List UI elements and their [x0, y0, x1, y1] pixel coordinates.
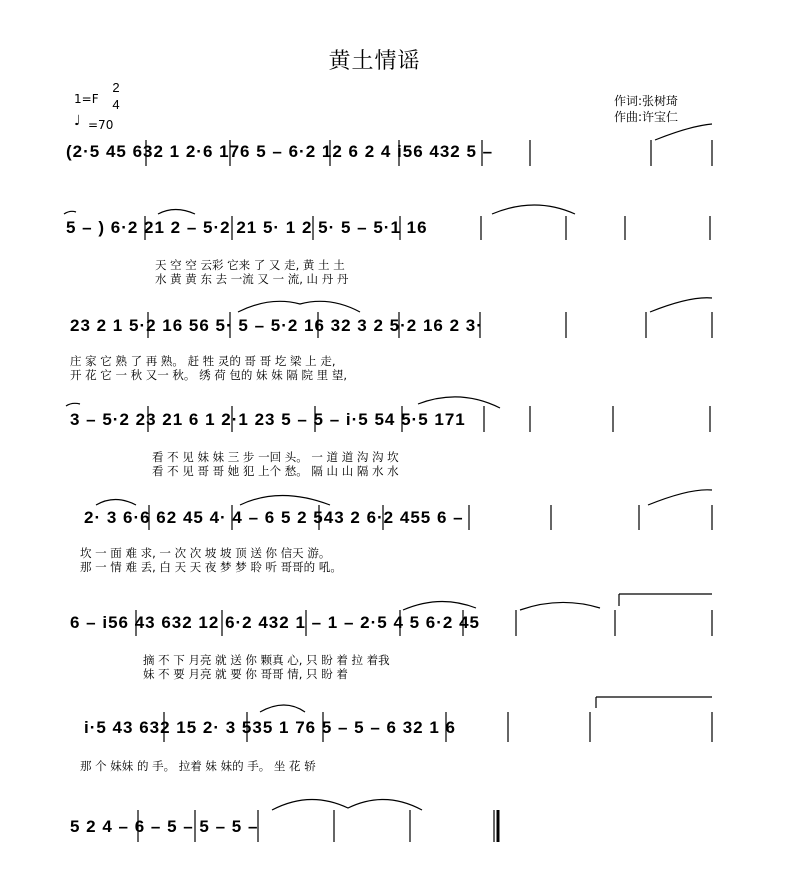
notation-line-1: (2·5 45 632 1 2·6 176 5 – 6·2 12 6 2 4 i56 432 5 –	[66, 142, 494, 161]
notation-line-8: 5 2 4 – 6 – 5 – 5 – 5 –	[70, 817, 259, 836]
notation-line-2: 5 – ) 6·2 21 2 – 5·2 21 5· 1 2 5· 5 – 5·1 16	[66, 218, 428, 237]
lyrics-line-2a: 天 空 空 云彩 它来 了 又 走, 黄 土 土	[155, 258, 345, 272]
composer-credit: 作曲:许宝仁	[614, 110, 679, 124]
notation-line-5: 2· 3 6·6 62 45 4· 4 – 6 5 2 543 2 6·2 455 6 –	[84, 508, 464, 527]
lyrics-line-4a: 看 不 见 妹 妹 三 步 一回 头。 一 道 道 沟 沟 坎	[152, 450, 399, 464]
lyrics-line-2b: 水 黄 黄 东 去 一流 又 一 流, 山 丹 丹	[155, 272, 349, 286]
lyrics-line-5b: 那 一 情 难 丢, 白 天 天 夜 梦 梦 聆 听 哥哥的 吼。	[80, 560, 342, 574]
lyrics-line-3a: 庄 家 它 熟 了 再 熟。 赶 牲 灵的 哥 哥 圪 梁 上 走,	[70, 354, 336, 368]
notation-line-4: 3 – 5·2 23 21 6 1 2·1 23 5 – 5 – i·5 54 5·5 171	[70, 410, 466, 429]
notation-line-6: 6 – i56 43 632 12 6·2 432 1 – 1 – 2·5 4 5 6·2 45	[70, 613, 481, 632]
key-signature: 1=F	[74, 92, 99, 106]
lyrics-line-6a: 摘 不 下 月亮 就 送 你 颗真 心, 只 盼 着 拉 着我	[143, 653, 390, 667]
lyrics-line-6b: 妹 不 要 月亮 就 要 你 哥哥 情, 只 盼 着	[143, 667, 348, 681]
notation-line-3: 23 2 1 5·2 16 56 5· 5 – 5·2 16 32 3 2 5·2 16 2 3·	[70, 316, 483, 335]
lyrics-line-7a: 那 个 妹妹 的 手。 拉着 妹 妹的 手。 坐 花 轿	[80, 759, 316, 773]
lyrics-line-5a: 坎 一 面 难 求, 一 次 次 坡 坡 顶 送 你 信天 游。	[80, 546, 331, 560]
lyrics-line-3b: 开 花 它 一 秋 又一 秋。 绣 荷 包的 妹 妹 隔 院 里 望,	[70, 368, 347, 382]
time-signature-bottom: 4	[112, 97, 120, 112]
song-title: 黄土情谣	[328, 49, 421, 74]
lyrics-line-4b: 看 不 见 哥 哥 她 犯 上个 愁。 隔 山 山 隔 水 水	[152, 464, 399, 478]
quarter-note-icon: ♩	[74, 113, 81, 129]
tempo-marking: =70	[88, 118, 114, 132]
lyricist-credit: 作词:张树琦	[614, 94, 679, 108]
time-signature-top: 2	[112, 80, 120, 95]
notation-line-7: i·5 43 632 15 2· 3 535 1 76 5 – 5 – 6 32 1 6	[84, 718, 456, 737]
